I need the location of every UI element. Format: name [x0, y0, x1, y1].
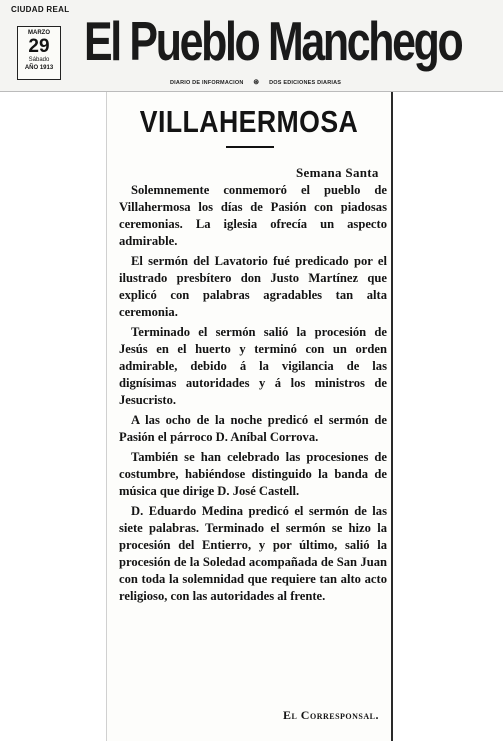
headline-rule [226, 146, 274, 148]
article-paragraph: El sermón del Lavatorio fué predicado por el ilustrado presbítero don Justo Martínez que explicó con palabras agradables tan alta ceremonia. [119, 254, 387, 319]
article-paragraph: A las ocho de la noche predicó el sermón de Pasión el párroco D. Aníbal Corrova. [119, 413, 387, 444]
date-weekday: Sábado [28, 57, 50, 63]
masthead [0, 0, 503, 92]
article-clipping [106, 92, 393, 741]
article-paragraph: Solemnemente conmemoró el pueblo de Villahermosa los días de Pasión con piadosas ceremonias. La iglesia ofrecía un aspecto admirable. [119, 183, 387, 248]
masthead-subtitle [170, 78, 341, 86]
article-headline: VILLAHERMOSA [139, 104, 359, 139]
date-month: MARZO [28, 30, 50, 36]
date-year: AÑO 1913 [24, 65, 54, 71]
section-label: Semana Santa [296, 165, 379, 180]
separator-ornament-icon: ⊛ [253, 79, 260, 86]
city-label: CIUDAD REAL [11, 5, 70, 14]
article-signature: El Corresponsal. [282, 708, 379, 722]
subtitle-right: DOS EDICIONES DIARIAS [269, 80, 342, 86]
article-paragraph: También se han celebrado las procesiones de costumbre, habiéndose distinguido la banda de música que dirige D. José Castell. [119, 450, 387, 498]
article-paragraph: D. Eduardo Medina predicó el sermón de las siete palabras. Terminado el sermón se hizo la procesión del Entierro, y por último, salió la procesión de la Soledad acompañada de San Juan con toda la solemnidad que requiere tan alto acto religioso, con las autoridades al frente. [119, 504, 387, 603]
article-paragraph: Terminado el sermón salió la procesión de Jesús en el huerto y terminó con un orden admirable, debido á la vigilancia de las dignísimas autoridades y á los ministros de Jesucristo. [119, 325, 387, 407]
newspaper-title: El Pueblo Manchego [84, 10, 462, 72]
article-body [119, 182, 387, 608]
date-box [17, 26, 61, 80]
date-day: 29 [28, 36, 50, 57]
subtitle-left: DIARIO DE INFORMACION [170, 80, 244, 86]
